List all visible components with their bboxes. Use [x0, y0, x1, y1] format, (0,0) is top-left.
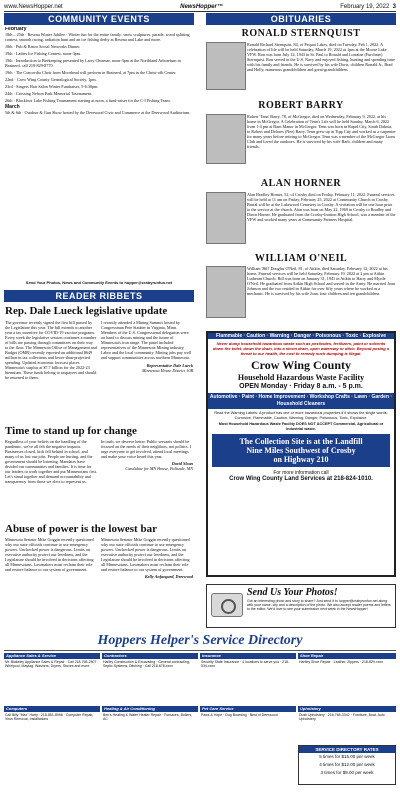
- directory-entry: Computers Call Billy "Max" Harty · 218-851-8996 · Computer Repair, Virus Removal, Installations: [4, 706, 100, 766]
- ribbet-text: I recently attended a Mining Summit hosted by Congressman Pete Stauber in Virginia, Minn. Members of the U.S. Congressional delegation were on hand to discuss mining and the future of Minnesota's iron range. The panel included representatives of the Minnesota Mining industry, Labor and the local community. Mining jobs pay well and support communities across northern Minnesota.: [101, 320, 192, 360]
- obituaries-banner: OBITUARIES: [206, 13, 396, 25]
- directory-entry: Appliance Sales & Service Mr. Blakeley Appliance Sales & Repair · Call 218-765-2507 · Whirlpool, Maytag, Washers, Dryers, Stoves and more.: [5, 653, 99, 668]
- page-header: [4, 2, 396, 12]
- directory-entry: Heating & Air Conditioning Ben's Heating & Water Heater Repair · Furnaces, Boilers, AC: [102, 706, 198, 766]
- ribbet-sloan-col1: [5, 439, 97, 521]
- ad-warning: Never dump household hazardous waste such as pesticides, fertilizers, paint or solvents down the toilet, down the drain, into a storm drain, open waterway or ditch. Beyond posing a threat to our health, the cost to remedy such dumping is illegal.: [212, 341, 389, 356]
- ribbet-headline: Time to stand up for change: [5, 425, 137, 437]
- community-events-banner: COMMUNITY EVENTS: [4, 13, 194, 25]
- obit-text: William 'Bill' Douglas O'Neil, 81, of Aitkin, died Saturday, February 12, 2022 at his home. Funeral services will be held Saturday, February 19, 2022 at 2 pm at Aitkin Lutheran Church. Bill was born on January 31, 1941 in Aitkin to Harry and Myrtle O'Neil. He graduated from Aitkin High School and served in the Army. He married Joan Johnson and the two resided in Aitkin for over fifty years where he worked as a mechanic. He is survived by his wife Joan, four children and ten grandchildren.: [247, 266, 395, 296]
- obit-name: ALAN HORNER: [260, 178, 342, 189]
- header-date: February 19, 2022 3: [340, 3, 396, 10]
- obit-photo: [206, 42, 246, 90]
- ribbet-signature: David Sloan Candidate for MN House, Palisade, MN: [125, 461, 193, 471]
- ribbet-text: Minnesota Senator Mike Goggin recently questioned why our state officials continue to use emergency powers. Unchecked power is dangerous. Limits on executive authority protect our freedoms, and the Legislature should be involved in decisions affecting all Minnesotans. Lawmakers must reclaim their role and restore balance to our system of government.: [101, 537, 190, 572]
- ribbet-anfangard-col1: [5, 537, 97, 629]
- ad-title2: Household Hazardous Waste Facility: [237, 373, 365, 382]
- event-item: 23rd · Singers Hair Salon Winter Fundraiser, 5-6:30pm.: [5, 84, 99, 89]
- obit-name: ROBERT BARRY: [258, 100, 344, 111]
- ad-collection: The Collection Site is at the Landfill Nine Miles Southwest of Crosby on Highway 210: [212, 434, 390, 467]
- event-item: 26th · Blackfoot Lake Fishing Tournament starting at noon, a fund-raiser for the C-I Fishing Team.: [5, 98, 171, 103]
- ribbet-text: In truth, we deserve better. Public servants should be focused on the needs of their neighbors, not politics. I urge everyone to get involved, attend local meetings and make your voice heard this year.: [101, 439, 192, 459]
- obit-photo: [206, 266, 246, 318]
- directory-entry: Pet Care Service Paws & Hope · Dog Boarding · Best of Deerwood: [200, 706, 296, 766]
- event-item: 18th – 25th · Reseau Winter Jubilee - Winter fun for the entire family: snow sculptures, parade, wood splitting contest, smooth racing, radiation hunt and an ice fishing derby at Reseau and Lake and more.: [5, 32, 190, 42]
- obit-photo: [206, 192, 246, 244]
- ribbet-lueck-col2: [101, 320, 193, 422]
- obit-text: Ronald Richard Sternquist, 84, of Pequot Lakes, died on Tuesday, Feb 1, 2022. A celebration of life will be held Saturday, March 19, 2022 at 1pm at the Moose Lake VFW. Ron was born July 12, 1943 in St. Paul to Ronald and Lorraine (Furchner) Sternquist. Ron served in the U.S. Navy and enjoyed fishing, hunting and spending time with his family and friends. He is survived by his wife Doris, children Ronald Jr., Brad and Holly, numerous grandchildren and great-grandchildren.: [247, 42, 395, 72]
- community-events: [5, 27, 193, 249]
- send-photos-text: Got an interesting photo and story to share? Just send it to hopper@crabyrunfun.net along with your name, city and a description of the photo. We also accept reader poems and letters to the editor. We'd love to see your submission next week in the NewsHopper!: [247, 599, 391, 612]
- event-item: 19th · The Concordia Choir from Moorhead will perform in Brainerd, at 7pm in the Christ-ofb Center.: [5, 70, 177, 75]
- directory-entry: Shoe Repair Hartley Shoe Repair · Leather, Zippers · 218-829-xxxx: [298, 653, 396, 703]
- ribbet-headline: Abuse of power is the lowest bar: [5, 523, 157, 535]
- obit-text: Alan Bradley Horner, 52, of Crosby died on Friday, February 11, 2022. Funeral services will be held at 11 am on Friday, February 25, 2022 at Community Church in Crosby. Burial will be at the Lakewood Cemetery in Crosby. A visitation will be one hour prior to the service at the church. Alan was born on May 22, 1969 in Crosby to Bradley and Dawn Horner. He graduated from the Crosby-Ironton High School, was a member of the VFW and worked many years at Community Partners Hospital.: [247, 192, 396, 222]
- ad-categories: Flammable · Caution · Warning · Danger · Poisonous · Toxic · Explosive: [208, 333, 394, 339]
- camera-icon: [211, 593, 243, 617]
- ad-info1: For more information call: [273, 470, 329, 476]
- obit-text: Robert 'Tenn' Barry, 78, of McGregor, died on Wednesday, February 9, 2022, at his home in McGregor. A Celebration of Tenn's Life will be held Sunday, March 6, 2022 from 1-4 pm at Barn Manor in McGregor. Tenn was born in Rapid City, South Dakota, to Robert and Delores (Nee) Barry. Tenn grew up in Tipp City and worked as a carpenter for many years before retiring to McGregor. Tenn was a member of the McGregor Lions Club and loved the outdoors. He is survived by his wife Barb, children and many friends.: [247, 114, 396, 149]
- ribbet-sloan-col2: [101, 439, 193, 521]
- reader-ribbets-banner: READER RIBBETS: [4, 290, 194, 302]
- events-month: February: [5, 27, 27, 32]
- ad-categories2: Automotive · Paint · Home Improvement · Workshop Crafts · Lawn · Garden · Household Cleaners: [209, 394, 393, 407]
- directory-entry: Contractors Harley Construction & Excavating · General contracting, Septic Systems, Ditching · Call 218-678-xxxx: [102, 653, 198, 703]
- directory-entry: Insurance Security State Insurance · 4 locations to serve you · 218-534-xxxx: [200, 653, 296, 703]
- event-item: 22nd · Crow Wing County Genealogical Society, 1pm.: [5, 77, 97, 82]
- obit-name: RONALD STERNQUIST: [241, 28, 361, 39]
- event-item: 24th · Crossing Nelson Park Memorial Tournament.: [5, 91, 93, 96]
- ribbet-text: Regardless of your beliefs on the handling of the pandemic, we've all felt the negative impacts. Businesses closed, kids fell behind in school, and many of us lost our jobs. People are hurting, and the government should be listening. Mandates have divided our communities and families. It is time for our leaders to work together and put Minnesotans first. Let's stand together and demand accountability and transparency from those we elect to represent us.: [5, 439, 97, 484]
- event-item: 19th · Ladies Ice Fishing Contest, noon-3pm.: [5, 51, 82, 56]
- ribbet-signature: Representative Dale Lueck Minnesota House District 10B: [141, 363, 193, 373]
- obit-photo: [206, 114, 246, 164]
- ad-reminder: Read the Warning Labels: A product has one or more hazardous properties if it shows the single words: Corrosive, Flammable, Caution, Warning, Danger, Poisonous, Toxic, Explosive.: [214, 411, 388, 420]
- event-item: 5th & 6th · Outdoor & Gun Show hosted by the Deerwood Civic and Commerce at the Deerwood Auditorium.: [5, 110, 191, 115]
- hazardous-waste-ad: [206, 331, 396, 577]
- events-march: March: [5, 104, 20, 110]
- send-photos-title: Send Us Your Photos!: [247, 587, 338, 598]
- ad-accept: Most Household Hazardous Waste Facility DOES NOT ACCEPT Commercial, Agricultural or Industrial waste.: [218, 422, 384, 431]
- event-item: 19th · Introduction to Beekeeping presented by Larry Chizmar, noon-3pm at the Northland Arboretum in Brainerd, call 218-829-8770.: [5, 58, 181, 68]
- header-site: www.NewsHopper.net: [4, 3, 63, 10]
- ad-title1: Crow Wing County: [250, 358, 352, 372]
- ribbet-signature: Kelly Anfangard, Deerwood: [144, 574, 193, 579]
- directory-rule: [4, 650, 396, 651]
- send-events-line: Send Your Photos, News and Community Events to hopper@crabyrunfun.net: [25, 280, 173, 285]
- event-item: 18th · Pub & Bistro Social Networks Dinner.: [5, 44, 81, 49]
- directory-entry: Upholstery Dusk Upholstery · 218-765-3342 · Furniture, Boat, Auto Upholstery: [298, 706, 396, 742]
- ribbet-headline: Rep. Dale Lueck legislative update: [5, 305, 168, 317]
- ribbet-text: The governor recently signed the first bill passed by the Legislature this year. The bill extends to another year a tax incentive for COVID-19 vaccine programs. Every week the legislative session continues a number of bills are passing through committees on their way to the floor. The Minnesota Office of Management and Budget (OMB) recently reported an additional $649 million in tax collections and lower-than-projected spending. Updated economic forecast places Minnesota's surplus at $7.7 billion for the 2022-23 biennium. These funds belong to taxpayers and should be returned to them.: [5, 320, 97, 380]
- events-list: [5, 32, 193, 103]
- directory-rates: SERVICE DIRECTORY RATES 5 times for $15.00 per week 4 times for $12.00 per week 3 times for $9.00 per week: [298, 745, 396, 785]
- directory-title: Hoppers Helper's Service Directory: [97, 633, 303, 648]
- send-photos-ad: [206, 584, 396, 628]
- ad-hours: OPEN Monday · Friday 8 a.m. - 5 p.m.: [239, 383, 363, 390]
- header-title: NewsHopper™: [180, 3, 223, 10]
- ribbet-anfangard-col2: [101, 537, 193, 629]
- ribbet-lueck-col1: [5, 320, 97, 422]
- ribbet-text: Minnesota Senator Mike Goggin recently questioned why our state officials continue to use emergency powers. Unchecked power is dangerous. Limits on executive authority protect our freedoms, and the Legislature should be involved in decisions affecting all Minnesotans. Lawmakers must reclaim their role and restore balance to our system of government.: [5, 537, 94, 572]
- obit-name: WILLIAM O'NEIL: [254, 253, 348, 264]
- ad-info2: Crow Wing County Land Services at 218-824-1010.: [229, 476, 373, 482]
